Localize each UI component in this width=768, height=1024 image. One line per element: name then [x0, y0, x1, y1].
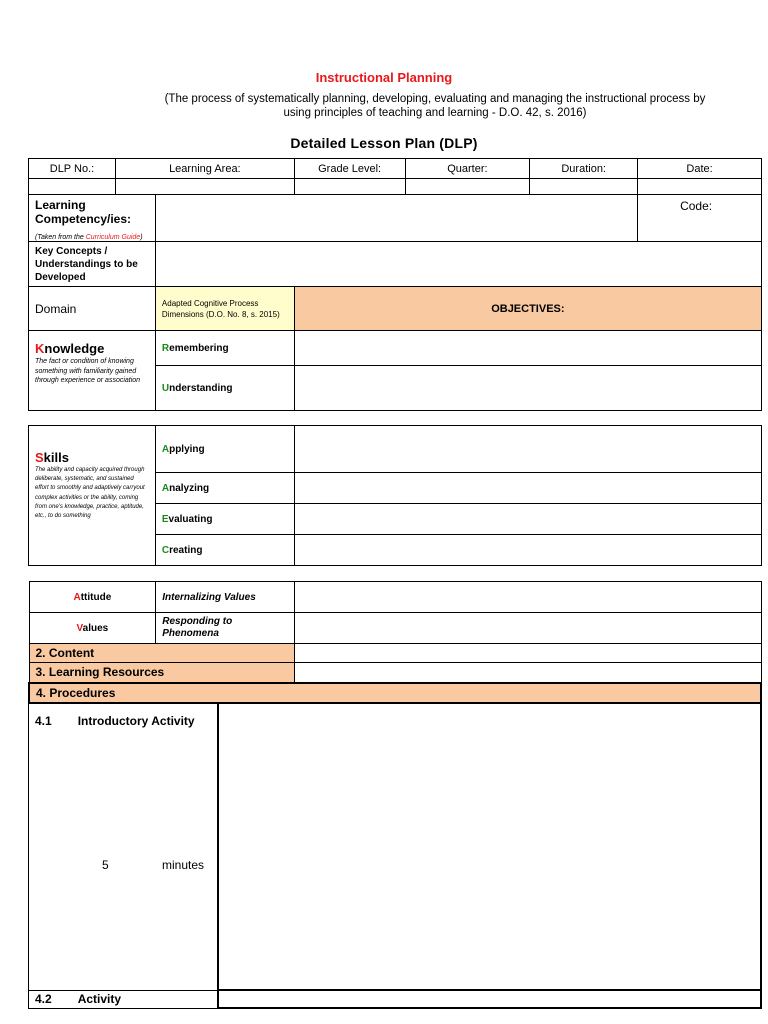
- domain-header: Domain: [29, 287, 156, 331]
- activity-heading: [29, 990, 219, 1008]
- understanding-rest: nderstanding: [169, 382, 233, 394]
- learning-area-label: Learning Area:: [115, 159, 294, 179]
- applying-initial: A: [161, 443, 170, 455]
- intro-activity-label: Introductory Activity: [77, 713, 195, 728]
- remembering-objective-field[interactable]: [294, 331, 761, 366]
- quarter-field[interactable]: [405, 179, 530, 195]
- remembering-initial: R: [161, 342, 170, 354]
- activity-number: 4.2: [35, 992, 52, 1006]
- skills-initial: S: [35, 450, 44, 465]
- creating-objective-field[interactable]: [294, 535, 761, 566]
- evaluating-initial: E: [161, 513, 169, 525]
- form-subtitle: (The process of systematically planning, developing, evaluating and managing the instructional process by using principles of teaching and learning - D.O. 42, s. 2016): [164, 93, 706, 119]
- knowledge-rest: nowledge: [44, 341, 105, 356]
- procedures-table: [28, 702, 762, 1009]
- attitude-objective-field[interactable]: [295, 582, 762, 613]
- knowledge-initial: K: [35, 341, 45, 356]
- applying-rest: pplying: [169, 443, 205, 455]
- skills-desc: The ability and capacity acquired through deliberate, systematic, and sustained effort to smoothly and adaptively carryout complex activities or the ability, coming from one's knowledge, practice, aptitude, etc., to do something: [35, 467, 145, 520]
- competency-note-suffix: ): [140, 234, 143, 241]
- understanding-label: [155, 366, 294, 411]
- values-initial: V: [76, 622, 83, 634]
- content-section-label: 2. Content: [29, 644, 295, 663]
- competency-field[interactable]: [155, 195, 637, 242]
- date-label: Date:: [638, 159, 762, 179]
- key-concepts-label: Key Concepts / Understandings to be Developed: [29, 242, 156, 287]
- knowledge-cell: [29, 331, 156, 411]
- analyzing-initial: A: [161, 482, 170, 494]
- learning-area-field[interactable]: [115, 179, 294, 195]
- intro-activity-cell: [29, 703, 219, 990]
- intro-activity-unit: minutes: [162, 857, 205, 872]
- values-rest: alues: [82, 622, 109, 634]
- key-concepts-field[interactable]: [155, 242, 761, 287]
- creating-initial: C: [161, 544, 170, 556]
- skills-table: [28, 425, 762, 566]
- analyzing-label: [155, 473, 294, 504]
- code-label: Code:: [638, 195, 762, 242]
- competency-note-prefix: (Taken from the: [35, 234, 86, 241]
- internalizing-values-label: Internalizing Values: [156, 582, 295, 613]
- knowledge-desc: The fact or condition of knowing something with familiarity gained through experience or association: [35, 358, 141, 384]
- skills-title: [35, 450, 149, 465]
- attitude-rest: ttitude: [80, 591, 112, 603]
- applying-label: [155, 426, 294, 473]
- evaluating-rest: valuating: [168, 513, 213, 525]
- objectives-header: OBJECTIVES:: [294, 287, 761, 331]
- applying-objective-field[interactable]: [294, 426, 761, 473]
- duration-field[interactable]: [530, 179, 638, 195]
- understanding-objective-field[interactable]: [294, 366, 761, 411]
- knowledge-title: [35, 341, 149, 356]
- quarter-label: Quarter:: [405, 159, 530, 179]
- dlp-no-label: DLP No.:: [29, 159, 116, 179]
- activity-field[interactable]: [218, 990, 761, 1008]
- skills-rest: kills: [43, 450, 69, 465]
- adapted-dimensions-header: Adapted Cognitive Process Dimensions (D.O. No. 8, s. 2015): [155, 287, 294, 331]
- analyzing-rest: nalyzing: [169, 482, 210, 494]
- dlp-main-table: [28, 158, 762, 411]
- attitude-initial: A: [73, 591, 81, 603]
- grade-level-label: Grade Level:: [294, 159, 405, 179]
- form-title: Instructional Planning: [315, 70, 453, 85]
- grade-level-field[interactable]: [294, 179, 405, 195]
- remembering-rest: emembering: [169, 342, 229, 354]
- evaluating-label: [155, 504, 294, 535]
- responding-to-phenomena-label: Responding to Phenomena: [156, 613, 295, 644]
- date-field[interactable]: [638, 179, 762, 195]
- creating-label: [155, 535, 294, 566]
- plan-title: Detailed Lesson Plan (DLP): [290, 135, 478, 151]
- analyzing-objective-field[interactable]: [294, 473, 761, 504]
- values-label: [29, 613, 156, 644]
- intro-activity-time: 5: [102, 857, 109, 872]
- curriculum-guide-link: Curriculum Guide: [85, 234, 141, 241]
- competency-note: [35, 234, 149, 241]
- duration-label: Duration:: [530, 159, 638, 179]
- affective-table: [28, 581, 762, 704]
- intro-activity-field[interactable]: [218, 703, 761, 990]
- content-field[interactable]: [295, 644, 762, 663]
- intro-activity-number: 4.1: [35, 713, 52, 728]
- resources-section-label: 3. Learning Resources: [29, 663, 295, 683]
- evaluating-objective-field[interactable]: [294, 504, 761, 535]
- intro-activity-heading: [35, 714, 211, 728]
- activity-label: Activity: [77, 992, 122, 1006]
- competency-label-cell: [29, 195, 156, 242]
- procedures-section-label: 4. Procedures: [29, 683, 761, 703]
- dlp-no-field[interactable]: [29, 179, 116, 195]
- attitude-label: [29, 582, 156, 613]
- understanding-initial: U: [161, 382, 170, 394]
- remembering-label: [155, 331, 294, 366]
- competency-label: Learning Competency/ies:: [35, 198, 132, 226]
- creating-rest: reating: [169, 544, 203, 556]
- resources-field[interactable]: [295, 663, 762, 683]
- values-objective-field[interactable]: [295, 613, 762, 644]
- skills-cell: [29, 426, 156, 566]
